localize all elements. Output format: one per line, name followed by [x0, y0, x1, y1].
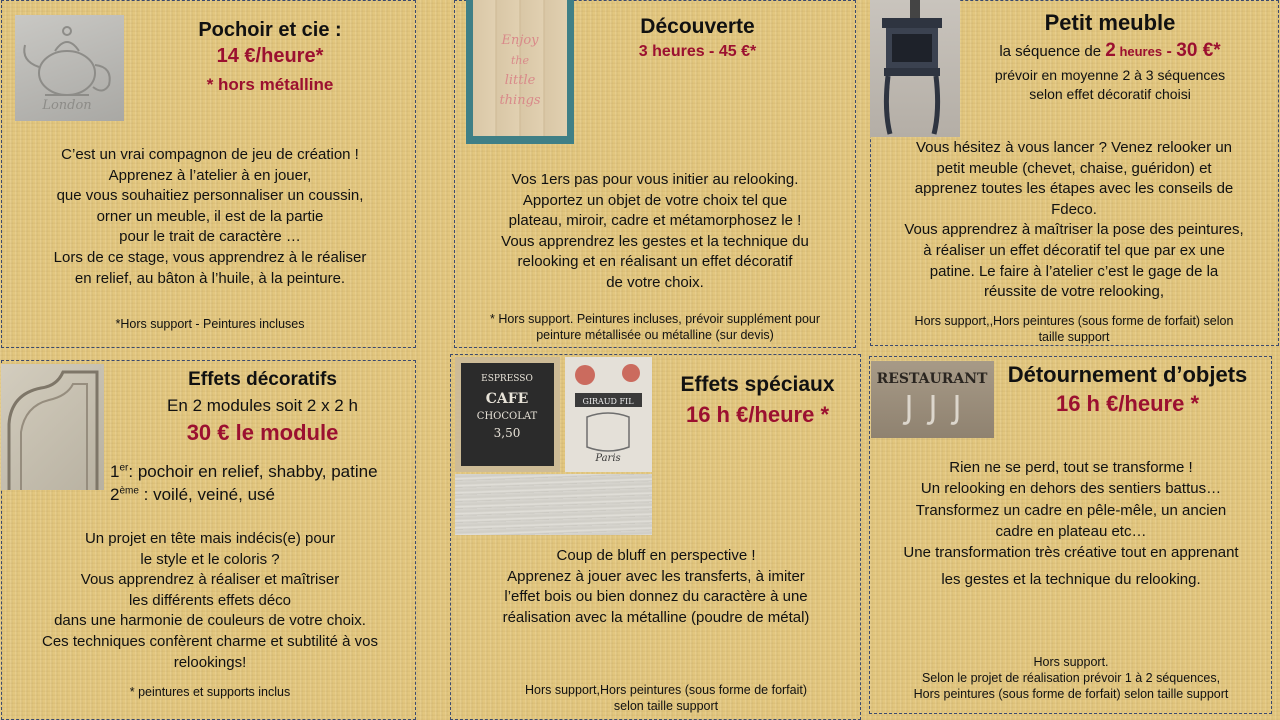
module-2 — [110, 485, 275, 505]
pochoir-line-5: pour le trait de caractère … — [119, 228, 301, 246]
detournement-line-5: Une transformation très créative tout en apprenant — [903, 544, 1239, 562]
pochoir-price: 14 €/heure* — [216, 45, 324, 67]
sign-word-1: Enjoy — [501, 33, 539, 48]
sign-word-4: things — [499, 93, 541, 108]
effets-decoratifs-line-2: le style et le coloris ? — [140, 550, 280, 568]
module-1 — [110, 462, 378, 482]
carved-panel-image — [1, 364, 104, 490]
decouverte-footnote-line-1: * Hors support. Peintures incluses, prévoir supplément pour — [489, 312, 821, 326]
pochoir-line-1: C’est un vrai compagnon de jeu de création ! — [61, 146, 359, 163]
petit-meuble-line-8: réussite de votre relooking, — [983, 283, 1165, 301]
restaurant-label: RESTAURANT — [876, 371, 988, 387]
teapot-stencil-image — [15, 15, 124, 121]
detournement-line-1: Rien ne se perd, tout se transforme ! — [949, 459, 1193, 476]
decouverte-line-4: Vous apprendrez les gestes et la technique du — [501, 232, 809, 250]
effets-decoratifs-line-4: les différents effets déco — [128, 591, 292, 609]
pochoir-line-4: orner un meuble, il est de la partie — [96, 207, 324, 225]
petit-meuble-detail-1: prévoir en moyenne 2 à 3 séquences — [994, 67, 1226, 83]
module-1-content: : pochoir en relief, shabby, patine — [128, 462, 378, 481]
paris-label: Paris — [595, 453, 621, 464]
effets-speciaux-price: 16 h €/heure * — [685, 402, 830, 427]
detournement-price: 16 h €/heure * — [1055, 391, 1200, 416]
sign-word-2: the — [510, 54, 530, 67]
effets-decoratifs-subtitle: En 2 modules soit 2 x 2 h — [167, 396, 358, 415]
pochoir-price-note: * hors métalline — [206, 75, 334, 94]
detournement-line-2: Un relooking en dehors des sentiers battus… — [920, 480, 1222, 498]
cafe-label: CAFE — [485, 391, 529, 407]
sequence-label: la séquence de — [999, 43, 1106, 60]
nightstand-image — [870, 0, 960, 137]
effets-speciaux-description — [455, 546, 857, 628]
petit-meuble-line-2: petit meuble (chevet, chaise, guéridon) et — [936, 159, 1212, 177]
pochoir-description — [10, 145, 410, 289]
decouverte-footnote-line-2: peinture métallisée ou métalline (sur devis) — [536, 328, 774, 342]
effets-decoratifs-line-7: relookings! — [173, 653, 247, 671]
giraud-label: GIRAUD FIL — [582, 397, 634, 406]
module-2-suffix: ème — [119, 485, 139, 497]
petit-meuble-footnote — [873, 313, 1275, 345]
effets-speciaux-title: Effets spéciaux — [680, 373, 835, 396]
effets-decoratifs-line-5: dans une harmonie de couleurs de votre choix. — [54, 612, 366, 630]
petit-meuble-line-3: apprenez toutes les étapes avec les conseils de — [914, 180, 1234, 198]
petit-meuble-line-7: patine. Le faire à l’atelier c’est le gage de la — [929, 262, 1219, 280]
pochoir-line-2: Apprenez à l’atelier à en jouer, — [108, 166, 312, 184]
bottle-transfer-image — [565, 357, 652, 472]
decouverte-line-3: plateau, miroir, cadre et métamorphosez le ! — [508, 212, 802, 230]
pochoir-line-7: en relief, au bâton à l’huile, à la peinture. — [74, 269, 346, 287]
pochoir-line-6: Lors de ce stage, vous apprendrez à le réaliser — [53, 248, 367, 266]
petit-meuble-line-1: Vous hésitez à vous lancer ? Venez relooker un — [915, 139, 1233, 156]
wood-grain-image — [455, 474, 652, 535]
sequence-dash: - — [1162, 43, 1177, 60]
restaurant-hooks-image — [871, 361, 994, 438]
petit-meuble-details — [960, 66, 1260, 104]
effets-decoratifs-description — [10, 529, 410, 673]
petit-meuble-detail-2: selon effet décoratif choisi — [1029, 86, 1191, 102]
petit-meuble-footnote-line-1: Hors support,,Hors peintures (sous forme de forfait) selon — [914, 314, 1234, 328]
module-2-content: : voilé, veiné, usé — [138, 485, 275, 504]
sequence-count: 2 — [1105, 40, 1116, 61]
detournement-line-4: cadre en plateau etc… — [995, 522, 1147, 540]
decouverte-description — [460, 170, 850, 294]
pochoir-line-3: que vous souhaitiez personnaliser un coussin, — [56, 187, 364, 205]
espresso-transfer-image — [455, 357, 560, 472]
detournement-footnote-line-2: Selon le projet de réalisation prévoir 1 à 2 séquences, — [921, 671, 1221, 685]
detournement-description — [871, 457, 1271, 591]
effets-speciaux-line-3: l’effet bois ou bien donnez du caractère à une — [504, 588, 808, 606]
detournement-footnote-line-3: Hors peintures (sous forme de forfait) selon taille support — [913, 687, 1229, 701]
decouverte-line-5: relooking et en réalisant un effet décoratif — [517, 253, 793, 271]
decouverte-title: Découverte — [640, 15, 755, 38]
detournement-footnote — [871, 654, 1271, 702]
detournement-footnote-line-1: Hors support. — [1033, 655, 1109, 669]
petit-meuble-sequence — [960, 40, 1260, 62]
petit-meuble-line-6: à réaliser un effet décoratif tel que par ex une — [923, 241, 1225, 259]
decouverte-line-2: Apportez un objet de votre choix tel que — [522, 191, 788, 209]
chocolat-label: CHOCOLAT — [476, 411, 538, 422]
cafe-price-label: 3,50 — [493, 426, 521, 440]
decouverte-price: 3 heures - 45 €* — [638, 43, 757, 60]
detournement-line-6: les gestes et la technique du relooking. — [941, 571, 1201, 589]
detournement-line-3: Transformez un cadre en pêle-mêle, un ancien — [915, 501, 1227, 519]
effets-decoratifs-price: 30 € le module — [186, 420, 339, 445]
effets-speciaux-footnote — [455, 682, 877, 714]
plank-sign-image — [466, 0, 574, 144]
sequence-unit: heures — [1115, 44, 1163, 59]
effets-speciaux-footnote-line-2: selon taille support — [613, 699, 719, 713]
london-label: London — [42, 98, 92, 113]
effets-speciaux-line-2: Apprenez à jouer avec les transferts, à imiter — [507, 567, 805, 585]
effets-speciaux-line-1: Coup de bluff en perspective ! — [556, 547, 756, 564]
sequence-price: 30 €* — [1176, 40, 1221, 61]
effets-speciaux-line-4: réalisation avec la métalline (poudre de métal) — [502, 608, 810, 626]
effets-decoratifs-line-3: Vous apprendrez à réaliser et maîtriser — [80, 571, 340, 589]
espresso-label: ESPRESSO — [481, 374, 533, 384]
effets-decoratifs-line-1: Un projet en tête mais indécis(e) pour — [84, 530, 336, 547]
module-2-number: 2 — [110, 485, 120, 504]
pochoir-title: Pochoir et cie : — [198, 19, 342, 41]
petit-meuble-line-5: Vous apprendrez à maîtriser la pose des peintures, — [904, 221, 1244, 239]
decouverte-line-1: Vos 1ers pas pour vous initier au relooking. — [511, 171, 799, 188]
module-1-number: 1 — [110, 462, 120, 481]
decouverte-line-6: de votre choix. — [606, 273, 704, 291]
petit-meuble-footnote-line-2: taille support — [1038, 330, 1110, 344]
detournement-title: Détournement d’objets — [1007, 362, 1248, 387]
effets-decoratifs-line-6: Ces techniques confèrent charme et subtilité à vos — [41, 632, 378, 650]
effets-decoratifs-title: Effets décoratifs — [188, 369, 337, 390]
petit-meuble-description — [873, 138, 1275, 303]
effets-decoratifs-footnote: * peintures et supports inclus — [129, 685, 291, 699]
module-1-suffix: er — [119, 462, 129, 474]
petit-meuble-title: Petit meuble — [1044, 10, 1176, 35]
sign-word-3: little — [504, 73, 536, 88]
effets-speciaux-footnote-line-1: Hors support,Hors peintures (sous forme de forfait) — [524, 683, 808, 697]
petit-meuble-line-4: Fdeco. — [1051, 200, 1097, 218]
pochoir-footnote: *Hors support - Peintures incluses — [115, 317, 305, 331]
decouverte-footnote — [460, 311, 850, 343]
